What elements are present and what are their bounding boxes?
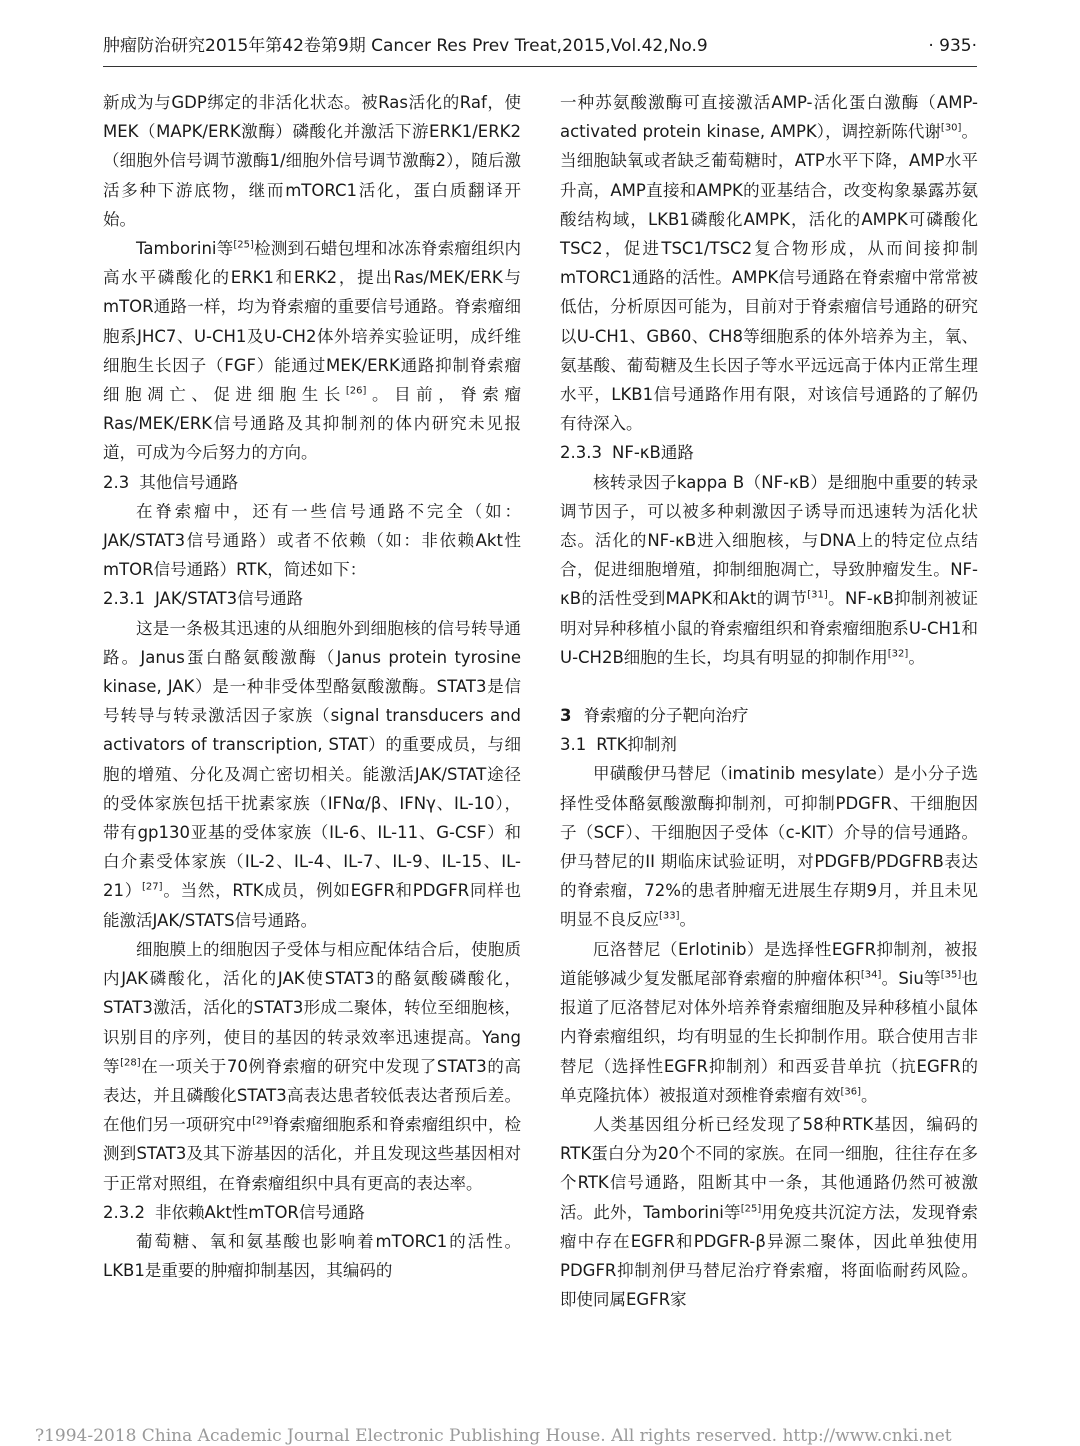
citation-ref[interactable]: [33] (659, 910, 680, 922)
page-number: · 935· (928, 36, 977, 56)
paragraph: 人类基因组分析已经发现了58种RTK基因，编码的RTK蛋白分为20个不同的家族。在同一细胞，往往存在多个RTK信号通路，阻断其中一条，其他通路仍然可被激活。此外，Tamborini等[25]用免疫共沉淀方法，发现脊索瘤中存在EGFR和PDGFR-β异源二聚体，因此单独使用PDGFR抑制剂伊马替尼治疗脊索瘤，将面临耐药风险。即使同属EGFR家 (560, 1114, 978, 1310)
citation-ref[interactable]: [27] (142, 881, 163, 893)
section-heading-2-3-3: 2.3.3 NF-κB通路 (560, 443, 694, 463)
citation-ref[interactable]: [29] (252, 1115, 273, 1127)
journal-citation: 肿瘤防治研究2015年第42卷第9期 Cancer Res Prev Treat,2015,Vol.42,No.9 (103, 36, 708, 56)
citation-ref[interactable]: [36] (840, 1086, 862, 1098)
right-column (560, 88, 978, 1314)
paragraph: 厄洛替尼（Erlotinib）是选择性EGFR抑制剂，被报道能够减少复发骶尾部脊索瘤的肿瘤体积[34]。Siu等[35]也报道了厄洛替尼对体外培养脊索瘤细胞及异种移植小鼠体内脊索瘤组织，均有明显的生长抑制作用。联合使用吉非替尼（选择性EGFR抑制剂）和西妥昔单抗（抗EGFR的单克隆抗体）被报道对颈椎脊索瘤有效[36]。 (560, 939, 979, 1105)
paragraph: 在脊索瘤中，还有一些信号通路不完全（如：JAK/STAT3信号通路）或者不依赖（如：非依赖Akt性mTOR信号通路）RTK，简述如下： (103, 501, 521, 580)
citation-ref[interactable]: [31] (807, 589, 828, 601)
running-header (103, 30, 977, 67)
left-column (103, 88, 521, 1285)
section-heading-3-1: 3.1 RTK抑制剂 (560, 735, 677, 755)
section-heading-2-3: 2.3 其他信号通路 (103, 472, 239, 492)
section-heading-2-3-2: 2.3.2 非依赖Akt性mTOR信号通路 (103, 1202, 365, 1222)
section-heading-2-3-1: 2.3.1 JAK/STAT3信号通路 (103, 589, 304, 609)
paragraph: 核转录因子kappa B（NF-κB）是细胞中重要的转录调节因子，可以被多种刺激因子诱导而迅速转为活化状态。活化的NF-κB进入细胞核，与DNA上的特定位点结合，促进细胞增殖，抑制细胞凋亡，导致肿瘤发生。NF-κB的活性受到MAPK和Akt的调节[31]。NF-κB抑制剂被证明对异种移植小鼠的脊索瘤组织和脊索瘤细胞系U-CH1和U-CH2B细胞的生长，均具有明显的抑制作用[32]。 (560, 472, 978, 667)
citation-ref[interactable]: [35] (940, 969, 962, 981)
paragraph: 新成为与GDP绑定的非活化状态。被Ras活化的Raf，使MEK（MAPK/ERK激酶）磷酸化并激活下游ERK1/ERK2（细胞外信号调节激酶1/细胞外信号调节激酶2），随后激活多种下游底物，继而mTORC1活化，蛋白质翻译开始。 (103, 93, 521, 229)
paragraph: 这是一条极其迅速的从细胞外到细胞核的信号转导通路。Janus蛋白酪氨酸激酶（Janus protein tyrosine kinase, JAK）是一种非受体型酪氨酸激酶。STAT3是信号转导与转录激活因子家族（signal transducers and activators of transcription, STAT）的重要成员，与细胞的增殖、分化及凋亡密切相关。能激活JAK/STAT途径的受体家族包括干扰素家族（IFNα/β、IFNγ、IL-10），带有gp130亚基的受体家族（IL-6、IL-11、G-CSF）和白介素受体家族（IL-2、IL-4、IL-7、IL-9、IL-15、IL-21）[27]。当然，RTK成员，例如EGFR和PDGFR同样也能激活JAK/STATS信号通路。 (103, 618, 521, 930)
citation-ref[interactable]: [32] (887, 648, 909, 660)
citation-ref[interactable]: [34] (860, 969, 882, 981)
citation-ref[interactable]: [30] (940, 122, 962, 134)
citation-ref[interactable]: [28] (120, 1057, 141, 1069)
citation-ref[interactable]: [26] (345, 385, 367, 397)
paragraph: Tamborini等[25]检测到石蜡包埋和冰冻脊索瘤组织内高水平磷酸化的ERK1和ERK2，提出Ras/MEK/ERK与mTOR通路一样，均为脊索瘤的重要信号通路。脊索瘤细胞系JHC7、U-CH1及U-CH2体外培养实验证明，成纤维细胞生长因子（FGF）能通过MEK/ERK通路抑制脊索瘤细胞凋亡、促进细胞生长[26]。目前，脊索瘤Ras/MEK/ERK信号通路及其抑制剂的体内研究未见报道，可成为今后努力的方向。 (103, 239, 522, 463)
citation-ref[interactable]: [25] (740, 1203, 762, 1215)
section-heading-3: 3 脊索瘤的分子靶向治疗 (560, 706, 749, 726)
copyright-footer: ?1994-2018 China Academic Journal Electronic Publishing House. All rights reserved. http://www.cnki.net (35, 1426, 952, 1446)
paragraph: 葡萄糖、氧和氨基酸也影响着mTORC1的活性。LKB1是重要的肿瘤抑制基因，其编码的 (103, 1231, 521, 1281)
citation-ref[interactable]: [25] (233, 239, 254, 251)
paragraph: 甲磺酸伊马替尼（imatinib mesylate）是小分子选择性受体酪氨酸激酶抑制剂，可抑制PDGFR、干细胞因子（SCF）、干细胞因子受体（c-KIT）介导的信号通路。伊马替尼的II 期临床试验证明，对PDGFB/PDGFRB表达的脊索瘤，72%的患者肿瘤无进展生存期9月，并且未见明显不良反应[33]。 (560, 764, 978, 930)
paragraph: 细胞膜上的细胞因子受体与相应配体结合后，使胞质内JAK磷酸化，活化的JAK使STAT3的酪氨酸磷酸化，STAT3激活，活化的STAT3形成二聚体，转位至细胞核，识别目的序列，使目的基因的转录效率迅速提高。Yang等[28]在一项关于70例脊索瘤的研究中发现了STAT3的高表达，并且磷酸化STAT3高表达患者较低表达者预后差。在他们另一项研究中[29]脊索瘤细胞系和脊索瘤组织中，检测到STAT3及其下游基因的活化，并且发现这些基因相对于正常对照组，在脊索瘤组织中具有更高的表达率。 (103, 939, 522, 1193)
paragraph: 一种苏氨酸激酶可直接激活AMP-活化蛋白激酶（AMP-activated protein kinase, AMPK），调控新陈代谢[30]。当细胞缺氧或者缺乏葡萄糖时，ATP水平下降，AMP水平升高，AMP直接和AMPK的亚基结合，改变构象暴露苏氨酸结构域，LKB1磷酸化AMPK，活化的AMPK可磷酸化TSC2，促进TSC1/TSC2复合物形成，从而间接抑制mTORC1通路的活性。AMPK信号通路在脊索瘤中常常被低估，分析原因可能为，目前对于脊索瘤信号通路的研究以U-CH1、GB60、CH8等细胞系的体外培养为主，氧、氨基酸、葡萄糖及生长因子等水平远远高于体内正常生理水平，LKB1信号通路作用有限，对该信号通路的了解仍有待深入。 (560, 93, 979, 434)
